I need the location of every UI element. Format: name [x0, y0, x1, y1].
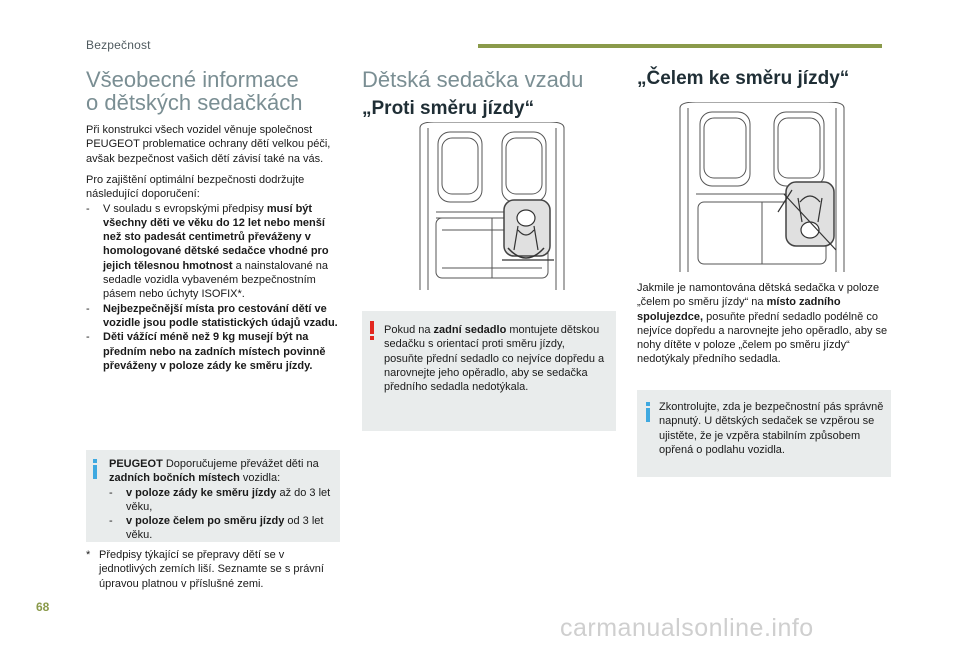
list-item: [109, 514, 331, 543]
footnote-text: Předpisy týkající se přepravy dětí se v jednotlivých zemích liší. Seznamte se s právní úpravou platnou v příslušné zemi.: [99, 549, 324, 590]
rear-facing-illustration: [414, 122, 570, 290]
info-text-pre: Doporučujeme převážet děti na: [162, 458, 319, 470]
title-line-1: Všeobecné informace: [86, 67, 299, 92]
warning-box: [362, 311, 616, 431]
forward-facing-subtitle: „Čelem ke směru jízdy“: [637, 68, 850, 89]
info-item2-rest: od 3 let věku.: [126, 515, 324, 542]
dash: -: [86, 331, 90, 344]
header-rule: [478, 44, 882, 48]
info-forward-text: Zkontrolujte, zda je bezpečnostní pás správně napnutý. U dětských sedaček se vzpěrou se ujistěte, že je vzpěra stabilním způsobem opřená o podlahu vozidla.: [659, 401, 884, 456]
info-box-forward: [637, 390, 891, 477]
info-bold: zadních bočních místech: [109, 472, 240, 485]
forward-body-post: posuňte přední sedadlo podélně co nejvíce dopředu a narovnejte jeho opěradlo, aby se nohy dítěte v poloze „čelem po směru jízdy“ nedotýkaly předního sedadla.: [637, 310, 888, 366]
dash: -: [86, 202, 90, 215]
warning-text-pre: Pokud na: [384, 324, 434, 336]
info-item1-rest: až do 3 let věku,: [126, 486, 331, 513]
bullet1-pre: V souladu s evropskými předpisy: [103, 202, 267, 215]
warning-icon: [370, 321, 374, 340]
bullet3: Děti vážící méně než 9 kg musejí být na předním nebo na zadních místech povinně převáženy v poloze zády ke směru jízdy.: [103, 331, 326, 372]
footnote-mark: *: [86, 549, 91, 561]
info-item1-bold: v poloze zády ke směru jízdy: [126, 486, 277, 499]
forward-body-pre: Jakmile je namontována dětská sedačka v poloze „čelem po směru jízdy“ na: [637, 282, 880, 309]
bullet2: Nejbezpečnější místa pro cestování dětí ve vozidle jsou podle statistických údajů vzadu.: [103, 302, 338, 329]
page-number: 68: [36, 600, 50, 614]
footnote: [86, 548, 340, 591]
dash: -: [109, 486, 113, 499]
bullet1-bold: musí být všechny děti ve věku do 12 let nebo menší než sto padesát centimetrů převáženy v homologované dětské sedačce vhodné pro jejich tělesnou hmotnost: [103, 202, 329, 272]
forward-facing-illustration: [674, 102, 850, 272]
dash: -: [109, 515, 113, 528]
info-brand: PEUGEOT: [109, 458, 163, 470]
warning-text-post: montujete dětskou sedačku s orientací proti směru jízdy, posuňte přední sedadlo co nejvíce dopředu a narovnejte jeho opěradlo, aby se sedačka předního sedadla nedotýkala.: [384, 324, 605, 394]
forward-body-bold: místo zadního spolujezdce,: [637, 296, 841, 323]
info-text-post: vozidla:: [239, 472, 281, 485]
info-forward-content: [659, 400, 885, 457]
col1-recommendations: [86, 173, 340, 373]
info-icon: [93, 459, 97, 479]
rear-seat-title: Dětská sedačka vzadu: [362, 67, 584, 92]
col3-body: [637, 281, 891, 367]
bullet1-post: a nainstalované na sedadle vozidla vybaveném bezpečnostním pásem nebo úchyty ISOFIX*.: [103, 259, 328, 301]
col3-subtitle-wrap: [637, 68, 891, 90]
child-seat-rear-facing: [502, 200, 554, 260]
intro-paragraph: Při konstrukci všech vozidel věnuje společnost PEUGEOT problematice ochrany dětí velkou péči, avšak bezpečnost vašich dětí závisí také na vás.: [86, 124, 331, 165]
child-seat-forward-facing: [778, 182, 836, 250]
dash: -: [86, 302, 90, 315]
watermark: carmanualsonline.info: [560, 614, 814, 642]
col2-subtitle-wrap: [362, 98, 616, 120]
col1-title: [86, 68, 340, 114]
col2-title: [362, 68, 616, 91]
list-item: [109, 486, 331, 515]
info-content: [109, 457, 331, 543]
list-item: [86, 302, 340, 331]
rear-facing-subtitle: „Proti směru jízdy“: [362, 98, 535, 119]
info-box: [86, 450, 340, 542]
warning-bold: zadní sedadlo: [433, 324, 507, 336]
info-icon: [646, 402, 650, 422]
list-item: [86, 330, 340, 373]
recommend-paragraph: Pro zajištění optimální bezpečnosti dodržujte následující doporučení:: [86, 174, 305, 201]
section-label: Bezpečnost: [86, 38, 151, 52]
col1-intro: [86, 123, 340, 166]
info-item2-bold: v poloze čelem po směru jízdy: [126, 515, 285, 528]
list-item: [86, 202, 340, 302]
warning-content: [384, 323, 606, 394]
title-line-2: o dětských sedačkách: [86, 90, 303, 115]
